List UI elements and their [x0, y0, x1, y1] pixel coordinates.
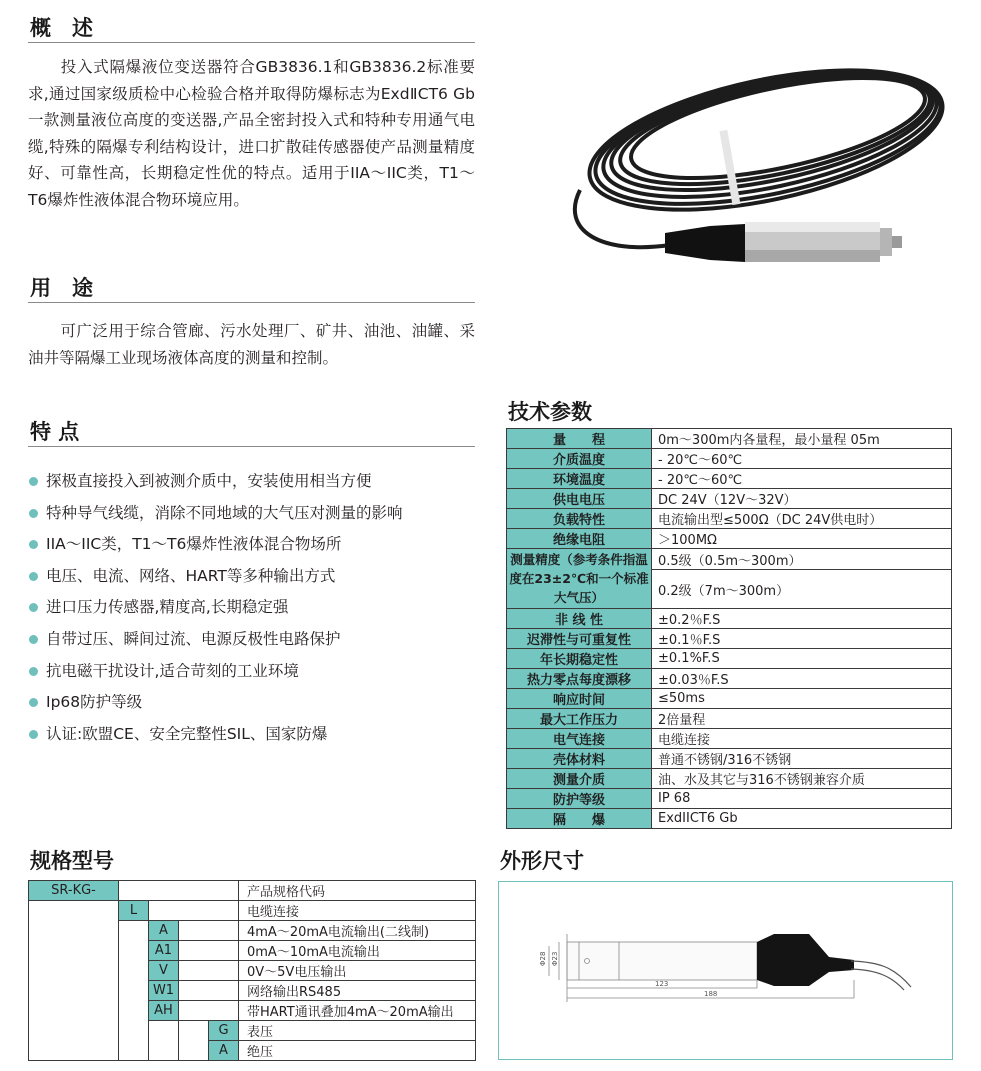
bullet-icon — [29, 635, 38, 644]
bullet-icon — [29, 572, 38, 581]
table-row — [507, 649, 952, 669]
tech-label: 壳体材料 — [507, 749, 652, 769]
model-desc: 绝压 — [239, 1041, 476, 1061]
feature-item: 特种导气线缆，消除不同地域的大气压对测量的影响 — [28, 502, 478, 534]
features-rule — [28, 446, 475, 447]
tech-value: ±0.1％F.S — [652, 629, 952, 649]
overview-title: 概 述 — [30, 16, 93, 40]
model-desc: 带HART通讯叠加4mA～20mA输出 — [239, 1001, 476, 1021]
table-row — [507, 549, 952, 570]
feature-item: 认证:欧盟CE、安全完整性SIL、国家防爆 — [28, 723, 478, 755]
tech-value: 2倍量程 — [652, 709, 952, 729]
tech-label: 年长期稳定性 — [507, 649, 652, 669]
dimension-drawing-frame — [498, 881, 953, 1060]
features-list — [28, 470, 478, 754]
model-code: AH — [149, 1001, 179, 1021]
model-table — [28, 880, 476, 1061]
usage-text — [28, 318, 475, 371]
table-row — [507, 749, 952, 769]
tech-label: 防护等级 — [507, 789, 652, 809]
model-desc: 表压 — [239, 1021, 476, 1041]
table-row — [507, 429, 952, 449]
dim-body-length: 123 — [655, 980, 669, 988]
tech-value: IP 68 — [652, 789, 952, 809]
feature-item: 进口压力传感器,精度高,长期稳定强 — [28, 596, 478, 628]
table-row — [507, 529, 952, 549]
tech-value: 电缆连接 — [652, 729, 952, 749]
model-code: W1 — [149, 981, 179, 1001]
table-row — [507, 689, 952, 709]
table-row — [507, 809, 952, 829]
table-row — [507, 669, 952, 689]
tech-table — [506, 428, 952, 829]
model-code: A1 — [149, 941, 179, 961]
model-code: L — [119, 901, 149, 921]
tech-value: DC 24V（12V～32V） — [652, 489, 952, 509]
model-desc: 网络输出RS485 — [239, 981, 476, 1001]
features-title: 特 点 — [30, 420, 80, 444]
bullet-icon — [29, 603, 38, 612]
table-row — [507, 489, 952, 509]
tech-label: 热力零点每度漂移 — [507, 669, 652, 689]
tech-label: 介质温度 — [507, 449, 652, 469]
tech-label: 非 线 性 — [507, 609, 652, 629]
bullet-icon — [29, 477, 38, 486]
model-code: A — [149, 921, 179, 941]
bullet-icon — [29, 509, 38, 518]
dim-outer-label: Φ28 — [539, 951, 547, 966]
feature-item: 抗电磁干扰设计,适合苛刻的工业环境 — [28, 660, 478, 692]
tech-value: ±0.1%F.S — [652, 649, 952, 669]
feature-item: Ip68防护等级 — [28, 691, 478, 723]
table-row — [507, 629, 952, 649]
tech-value: ＞100MΩ — [652, 529, 952, 549]
tech-label: 最大工作压力 — [507, 709, 652, 729]
dimension-drawing — [499, 882, 952, 1059]
table-row — [507, 509, 952, 529]
tech-value: ≤50ms — [652, 689, 952, 709]
model-code: A — [209, 1041, 239, 1061]
tech-label: 响应时间 — [507, 689, 652, 709]
tech-value: - 20℃～60℃ — [652, 449, 952, 469]
overview-text — [28, 54, 475, 213]
tech-label: 绝缘电阻 — [507, 529, 652, 549]
tech-value: 0.2级（7m～300m） — [652, 570, 952, 609]
model-prefix: SR-KG- — [29, 881, 119, 901]
tech-label: 环境温度 — [507, 469, 652, 489]
model-title: 规格型号 — [30, 849, 114, 873]
model-desc: 0V～5V电压输出 — [239, 961, 476, 981]
tech-label: 供电电压 — [507, 489, 652, 509]
tech-value: ±0.2％F.S — [652, 609, 952, 629]
tech-title: 技术参数 — [508, 400, 592, 424]
bullet-icon — [29, 698, 38, 707]
table-row — [29, 901, 476, 921]
tech-value: 普通不锈钢/316不锈钢 — [652, 749, 952, 769]
tech-value: ±0.03％F.S — [652, 669, 952, 689]
tech-label: 迟滞性与可重复性 — [507, 629, 652, 649]
tech-value: ExdIICT6 Gb — [652, 809, 952, 829]
overview-rule — [28, 42, 475, 43]
feature-item: IIA～IIC类，T1～T6爆炸性液体混合物场所 — [28, 533, 478, 565]
tech-value: 0m～300m内各量程，最小量程 05m — [652, 429, 952, 449]
tech-value: - 20℃～60℃ — [652, 469, 952, 489]
table-row — [507, 469, 952, 489]
usage-rule — [28, 302, 475, 303]
table-row — [507, 789, 952, 809]
tech-value: 电流输出型≤500Ω（DC 24V供电时） — [652, 509, 952, 529]
feature-item: 电压、电流、网络、HART等多种输出方式 — [28, 565, 478, 597]
tech-label: 电气连接 — [507, 729, 652, 749]
feature-item: 自带过压、瞬间过流、电源反极性电路保护 — [28, 628, 478, 660]
dim-inner-label: Φ23 — [551, 951, 559, 966]
overview-text-content: 投入式隔爆液位变送器符合GB3836.1和GB3836.2标准要求,通过国家级质检中心检验合格并取得防爆标志为ExdⅡCT6 Gb一款测量液位高度的变送器,产品全密封投入式和特种专用通气电缆,特殊的隔爆专利结构设计，进口扩散硅传感器使产品测量精度好、可靠性高，长期稳定性优的特点。适用于IIA～IIC类，T1～T6爆炸性液体混合物环境应用。 — [28, 58, 475, 209]
feature-item: 探极直接投入到被测介质中，安装使用相当方便 — [28, 470, 478, 502]
tech-label: 量 程 — [507, 429, 652, 449]
model-desc: 电缆连接 — [239, 901, 476, 921]
table-row — [29, 881, 476, 901]
table-row — [507, 729, 952, 749]
tech-label: 负载特性 — [507, 509, 652, 529]
model-code: G — [209, 1021, 239, 1041]
bullet-icon — [29, 540, 38, 549]
table-row — [507, 769, 952, 789]
tech-label: 测量精度（参考条件指温度在23±2℃和一个标准大气压） — [507, 549, 652, 609]
tech-value: 油、水及其它与316不锈钢兼容介质 — [652, 769, 952, 789]
usage-title: 用 途 — [30, 276, 93, 300]
model-desc: 4mA～20mA电流输出(二线制) — [239, 921, 476, 941]
dimensions-title: 外形尺寸 — [500, 849, 584, 873]
table-row — [507, 709, 952, 729]
model-desc: 产品规格代码 — [239, 881, 476, 901]
usage-text-content: 可广泛用于综合管廊、污水处理厂、矿井、油池、油罐、采油井等隔爆工业现场液体高度的测量和控制。 — [28, 322, 475, 367]
model-code: V — [149, 961, 179, 981]
bullet-icon — [29, 667, 38, 676]
bullet-icon — [29, 730, 38, 739]
tech-value: 0.5级（0.5m～300m） — [652, 549, 952, 570]
tech-label: 隔 爆 — [507, 809, 652, 829]
product-photo — [540, 40, 950, 280]
table-row — [507, 609, 952, 629]
model-desc: 0mA～10mA电流输出 — [239, 941, 476, 961]
table-row — [507, 449, 952, 469]
dim-total-length: 188 — [704, 990, 718, 998]
tech-label: 测量介质 — [507, 769, 652, 789]
